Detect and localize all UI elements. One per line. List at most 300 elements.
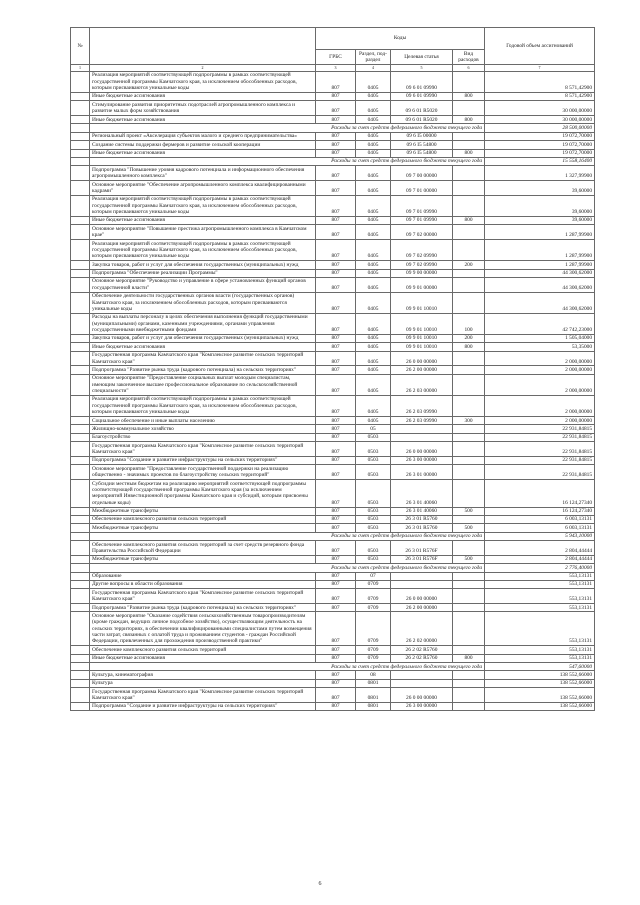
- table-row: [71, 351, 595, 366]
- expense-name-cell: Обеспечение комплексного развития сельских территорий: [90, 646, 316, 654]
- table-row: [71, 374, 595, 395]
- expense-name-cell: Государственная программа Камчатского края "Комплексное развитие сельских территорий Камчатского края": [90, 688, 316, 703]
- article-cell: [391, 425, 453, 433]
- num-cell: [71, 580, 90, 588]
- amount-cell: 19 072,70000: [485, 141, 595, 149]
- amount-cell: 138 552,66000: [485, 679, 595, 687]
- section-cell: 0709: [356, 646, 391, 654]
- section-cell: 0709: [356, 654, 391, 662]
- section-cell: 0405: [356, 277, 391, 292]
- expense-type-cell: [453, 541, 485, 556]
- grbs-cell: 807: [316, 225, 356, 240]
- expense-type-cell: [453, 702, 485, 710]
- expense-name-cell: Подпрограмма "Создание и развитие инфраструктуры на сельских территориях": [90, 456, 316, 464]
- amount-cell: 553,13131: [485, 612, 595, 646]
- expense-type-cell: 200: [453, 334, 485, 342]
- grbs-cell: 807: [316, 589, 356, 604]
- expense-name-cell: Иные бюджетные ассигнования: [90, 343, 316, 351]
- num-cell: [71, 292, 90, 313]
- amount-cell: 44 300,62000: [485, 269, 595, 277]
- num-cell: [71, 261, 90, 269]
- grbs-cell: 807: [316, 343, 356, 351]
- amount-cell: 19 072,70000: [485, 132, 595, 140]
- expense-type-cell: 800: [453, 92, 485, 100]
- expense-type-cell: 800: [453, 343, 485, 351]
- grbs-cell: 807: [316, 141, 356, 149]
- expense-type-cell: 800: [453, 116, 485, 124]
- num-cell: [71, 417, 90, 425]
- table-row: [71, 688, 595, 703]
- expense-name-cell: Реализация мероприятий соответствующей подпрограммы в рамках соответствующей государственной программы Камчатского края, за исключением обособленных расходов, которым присваиваются уникальные коды: [90, 240, 316, 261]
- expense-name-cell: Подпрограмма "Обеспечение реализации Программы": [90, 269, 316, 277]
- section-cell: 0405: [356, 334, 391, 342]
- amount-cell: 1 287,99900: [485, 261, 595, 269]
- num-cell: [71, 334, 90, 342]
- table-row: [71, 612, 595, 646]
- num-cell: [71, 149, 90, 157]
- grbs-cell: 807: [316, 261, 356, 269]
- article-cell: 26 0 00 00000: [391, 589, 453, 604]
- amount-cell: 22 931,84815: [485, 442, 595, 457]
- num-cell: [71, 688, 90, 703]
- grbs-cell: 807: [316, 240, 356, 261]
- expense-name-cell: Реализация мероприятий соответствующей подпрограммы в рамках соответствующей государственной программы Камчатского края, за исключением обособленных расходов, которым присваиваются уникальные коды: [90, 395, 316, 416]
- num-cell: [71, 132, 90, 140]
- amount-cell: 138 552,66000: [485, 671, 595, 679]
- amount-cell: 39,60000: [485, 216, 595, 224]
- amount-cell: 19 072,70000: [485, 149, 595, 157]
- table-row: [71, 555, 595, 563]
- expense-name-cell: Основное мероприятие "Повышение престижа агропромышленного комплекса в Камчатском крае": [90, 225, 316, 240]
- funding-note-text: Расходы за счет средств федерального бюджета текущего года: [90, 124, 485, 132]
- amount-cell: 15 558,16400: [485, 157, 595, 165]
- section-cell: 0405: [356, 225, 391, 240]
- grbs-cell: 807: [316, 116, 356, 124]
- amount-cell: 1 327,99900: [485, 166, 595, 181]
- expense-name-cell: Закупка товаров, работ и услуг для обеспечения государственных (муниципальных) нужд: [90, 261, 316, 269]
- grbs-cell: 807: [316, 646, 356, 654]
- amount-cell: 1 287,99900: [485, 225, 595, 240]
- grbs-cell: 807: [316, 456, 356, 464]
- expense-type-cell: [453, 480, 485, 508]
- grbs-cell: 807: [316, 524, 356, 532]
- article-cell: 26 2 03 09990: [391, 395, 453, 416]
- expense-type-cell: [453, 277, 485, 292]
- amount-cell: 44 300,62000: [485, 277, 595, 292]
- article-cell: 26 3 01 40060: [391, 480, 453, 508]
- article-cell: [391, 433, 453, 441]
- section-cell: 0405: [356, 116, 391, 124]
- article-cell: 09 6 I5 54800: [391, 149, 453, 157]
- table-row: [71, 524, 595, 532]
- expense-type-cell: [453, 433, 485, 441]
- article-cell: 09 9 01 10010: [391, 313, 453, 334]
- table-row: [71, 149, 595, 157]
- expense-name-cell: Создание системы поддержки фермеров и развитие сельской кооперации: [90, 141, 316, 149]
- table-row: [71, 141, 595, 149]
- table-row: [71, 277, 595, 292]
- grbs-cell: 807: [316, 395, 356, 416]
- num-cell: [71, 524, 90, 532]
- expense-type-cell: 100: [453, 313, 485, 334]
- article-cell: 26 2 03 09990: [391, 417, 453, 425]
- expense-type-cell: [453, 688, 485, 703]
- num-cell: [71, 181, 90, 196]
- grbs-cell: 807: [316, 351, 356, 366]
- amount-cell: 5 943,10000: [485, 532, 595, 540]
- section-cell: 05: [356, 425, 391, 433]
- grbs-cell: 807: [316, 149, 356, 157]
- expense-type-cell: [453, 225, 485, 240]
- num-cell: [71, 646, 90, 654]
- expense-type-cell: [453, 425, 485, 433]
- table-row: [71, 343, 595, 351]
- expense-type-cell: 500: [453, 507, 485, 515]
- table-row: [71, 395, 595, 416]
- num-cell: [71, 480, 90, 508]
- article-cell: 26 2 00 00000: [391, 604, 453, 612]
- grbs-cell: 807: [316, 515, 356, 523]
- article-cell: [391, 580, 453, 588]
- num-cell: [71, 395, 90, 416]
- expense-name-cell: Социальное обеспечение и иные выплаты населению: [90, 417, 316, 425]
- table-row: [71, 456, 595, 464]
- amount-cell: 553,13131: [485, 604, 595, 612]
- table-row: [71, 101, 595, 116]
- table-row: [71, 417, 595, 425]
- expense-name-cell: Реализация мероприятий соответствующей подпрограммы в рамках соответствующей государственной программы Камчатского края, за исключением обособленных расходов, которым присваиваются уникальные коды: [90, 195, 316, 216]
- amount-cell: 2 000,00000: [485, 351, 595, 366]
- expense-name-cell: Образование: [90, 572, 316, 580]
- codes-header: Коды: [316, 28, 485, 50]
- expense-name-cell: Иные бюджетные ассигнования: [90, 654, 316, 662]
- expense-type-cell: 200: [453, 261, 485, 269]
- amount-cell: 6 003,13131: [485, 524, 595, 532]
- expense-name-cell: Стимулирование развития приоритетных подотраслей агропромышленного комплекса и развитие малых форм хозяйствования: [90, 101, 316, 116]
- table-row: [71, 92, 595, 100]
- grbs-cell: 807: [316, 572, 356, 580]
- expense-name-cell: Межбюджетные трансферты: [90, 555, 316, 563]
- amount-cell: 553,13131: [485, 572, 595, 580]
- expense-name-cell: Иные бюджетные ассигнования: [90, 92, 316, 100]
- article-cell: 09 9 01 00000: [391, 277, 453, 292]
- expense-type-cell: [453, 181, 485, 196]
- table-row: [71, 480, 595, 508]
- section-cell: 0709: [356, 580, 391, 588]
- num-cell: [71, 654, 90, 662]
- num-cell: [71, 663, 90, 671]
- table-row: [71, 334, 595, 342]
- grbs-cell: 807: [316, 277, 356, 292]
- expense-type-cell: [453, 195, 485, 216]
- amount-cell: 2 000,00000: [485, 366, 595, 374]
- grbs-cell: 807: [316, 679, 356, 687]
- num-cell: [71, 351, 90, 366]
- num-cell: [71, 465, 90, 480]
- expense-name-cell: Иные бюджетные ассигнования: [90, 149, 316, 157]
- grbs-cell: 807: [316, 702, 356, 710]
- num-cell: [71, 240, 90, 261]
- funding-note-text: Расходы за счет средств федерального бюджета текущего года: [90, 532, 485, 540]
- col-index: 3: [316, 64, 356, 71]
- num-cell: [71, 671, 90, 679]
- grbs-cell: 807: [316, 374, 356, 395]
- table-row: [71, 671, 595, 679]
- grbs-cell: 807: [316, 671, 356, 679]
- amount-cell: 28 500,00000: [485, 124, 595, 132]
- table-row: [71, 292, 595, 313]
- section-cell: 0405: [356, 216, 391, 224]
- grbs-cell: 807: [316, 181, 356, 196]
- expense-name-cell: Подпрограмма "Создание и развитие инфраструктуры на сельских территориях": [90, 702, 316, 710]
- expense-name-cell: Обеспечение комплексного развития сельских территорий: [90, 515, 316, 523]
- grbs-cell: 807: [316, 132, 356, 140]
- num-cell: [71, 313, 90, 334]
- section-cell: 0503: [356, 465, 391, 480]
- expense-type-cell: [453, 604, 485, 612]
- num-cell: [71, 572, 90, 580]
- amount-cell: 8 571,42900: [485, 92, 595, 100]
- article-cell: 09 9 01 10010: [391, 292, 453, 313]
- col-index: 2: [90, 64, 316, 71]
- grbs-cell: 807: [316, 442, 356, 457]
- grbs-cell: 807: [316, 92, 356, 100]
- col-vr-header: Вид расходов: [453, 50, 485, 65]
- funding-note-row: [71, 564, 595, 572]
- section-cell: 0405: [356, 269, 391, 277]
- grbs-cell: 807: [316, 654, 356, 662]
- grbs-cell: 807: [316, 216, 356, 224]
- amount-cell: 44 300,62000: [485, 292, 595, 313]
- col-num-header: №: [71, 28, 90, 65]
- expense-name-cell: Основное мероприятие "Предоставление социальных выплат молодым специалистам, имеющим законченное высшее профессиональное образование по сельскохозяйственной специальности": [90, 374, 316, 395]
- amount-cell: 553,13131: [485, 580, 595, 588]
- section-cell: 0405: [356, 343, 391, 351]
- grbs-cell: 807: [316, 195, 356, 216]
- expense-name-cell: Закупка товаров, работ и услуг для обеспечения государственных (муниципальных) нужд: [90, 334, 316, 342]
- num-cell: [71, 555, 90, 563]
- expense-name-cell: Обеспечение комплексного развития сельских территорий за счет средств резервного фонда Правительства Российской Федерации: [90, 541, 316, 556]
- section-cell: 0405: [356, 181, 391, 196]
- section-cell: 0405: [356, 417, 391, 425]
- article-cell: 09 6 01 09990: [391, 71, 453, 92]
- article-cell: 26 3 00 00000: [391, 702, 453, 710]
- col-section-header: Раздел, под-раздел: [356, 50, 391, 65]
- expense-name-cell: Обеспечение деятельности государственных органов власти (государственных органов) Камчатского края, за исключением обособленных расходов, которым присваиваются уникальные коды: [90, 292, 316, 313]
- article-cell: [391, 679, 453, 687]
- section-cell: 0405: [356, 313, 391, 334]
- num-cell: [71, 532, 90, 540]
- article-cell: 26 0 00 00000: [391, 351, 453, 366]
- grbs-cell: 807: [316, 101, 356, 116]
- article-cell: 09 6 01 R5020: [391, 116, 453, 124]
- num-cell: [71, 124, 90, 132]
- section-cell: 0405: [356, 141, 391, 149]
- table-row: [71, 116, 595, 124]
- article-cell: 09 7 02 09990: [391, 261, 453, 269]
- table-row: [71, 433, 595, 441]
- amount-cell: 2 000,00000: [485, 374, 595, 395]
- section-cell: 0405: [356, 149, 391, 157]
- amount-cell: 16 124,27340: [485, 507, 595, 515]
- article-cell: 26 3 01 R5760: [391, 515, 453, 523]
- table-row: [71, 225, 595, 240]
- expense-name-cell: Реализация мероприятий соответствующей подпрограммы в рамках соответствующей государственной программы Камчатского края, за исключением обособленных расходов, которым присваиваются уникальные коды: [90, 71, 316, 92]
- funding-note-row: [71, 157, 595, 165]
- amount-cell: 22 931,84815: [485, 433, 595, 441]
- table-row: [71, 71, 595, 92]
- article-cell: 26 3 01 R576F: [391, 541, 453, 556]
- expense-name-cell: Государственная программа Камчатского края "Комплексное развитие сельских территорий Камчатского края": [90, 351, 316, 366]
- section-cell: 0709: [356, 604, 391, 612]
- article-cell: 26 3 01 00000: [391, 465, 453, 480]
- col-index: 7: [485, 64, 595, 71]
- article-cell: 26 3 01 40060: [391, 507, 453, 515]
- grbs-cell: 807: [316, 417, 356, 425]
- section-cell: 0503: [356, 524, 391, 532]
- funding-note-text: Расходы за счет средств федерального бюджета текущего года: [90, 564, 485, 572]
- num-cell: [71, 515, 90, 523]
- section-cell: 0405: [356, 166, 391, 181]
- grbs-cell: 807: [316, 541, 356, 556]
- col-grbs-header: ГРБС: [316, 50, 356, 65]
- table-row: [71, 442, 595, 457]
- amount-cell: 8 571,42900: [485, 71, 595, 92]
- article-cell: 26 0 00 00000: [391, 442, 453, 457]
- article-cell: 26 2 03 00000: [391, 374, 453, 395]
- expense-type-cell: 500: [453, 555, 485, 563]
- amount-cell: 22 931,84815: [485, 425, 595, 433]
- amount-cell: 2 804,44444: [485, 555, 595, 563]
- num-cell: [71, 366, 90, 374]
- expense-type-cell: 800: [453, 654, 485, 662]
- article-cell: 09 9 00 00000: [391, 269, 453, 277]
- section-cell: 0405: [356, 292, 391, 313]
- grbs-cell: 807: [316, 166, 356, 181]
- num-cell: [71, 141, 90, 149]
- section-cell: 0503: [356, 433, 391, 441]
- grbs-cell: 807: [316, 313, 356, 334]
- amount-cell: 553,13131: [485, 654, 595, 662]
- article-cell: [391, 572, 453, 580]
- expense-name-cell: Государственная программа Камчатского края "Комплексное развитие сельских территорий Камчатского края": [90, 442, 316, 457]
- table-row: [71, 702, 595, 710]
- expense-name-cell: Межбюджетные трансферты: [90, 524, 316, 532]
- funding-note-text: Расходы за счет средств федерального бюджета текущего года: [90, 157, 485, 165]
- table-row: [71, 195, 595, 216]
- grbs-cell: 807: [316, 688, 356, 703]
- funding-note-row: [71, 663, 595, 671]
- amount-cell: 30 000,00000: [485, 116, 595, 124]
- expense-type-cell: 300: [453, 417, 485, 425]
- num-cell: [71, 612, 90, 646]
- table-row: [71, 515, 595, 523]
- expense-type-cell: [453, 141, 485, 149]
- article-cell: 09 6 I5 54800: [391, 141, 453, 149]
- expense-name-cell: Подпрограмма "Повышение уровня кадрового потенциала и информационного обеспечения агропромышленного комплекса": [90, 166, 316, 181]
- table-row: [71, 240, 595, 261]
- expense-type-cell: [453, 589, 485, 604]
- grbs-cell: 807: [316, 425, 356, 433]
- num-cell: [71, 269, 90, 277]
- amount-cell: 30 000,00000: [485, 101, 595, 116]
- table-body: [71, 71, 595, 711]
- expense-type-cell: [453, 166, 485, 181]
- expense-name-cell: Основное мероприятие "Руководство и управление в сфере установленных функций органов государственной власти": [90, 277, 316, 292]
- grbs-cell: 807: [316, 604, 356, 612]
- grbs-cell: 807: [316, 433, 356, 441]
- num-cell: [71, 425, 90, 433]
- table-row: [71, 366, 595, 374]
- article-cell: 26 2 02 00000: [391, 612, 453, 646]
- amount-cell: 6 003,13131: [485, 515, 595, 523]
- expense-type-cell: 800: [453, 149, 485, 157]
- expense-type-cell: [453, 240, 485, 261]
- num-cell: [71, 101, 90, 116]
- amount-cell: 138 552,66000: [485, 702, 595, 710]
- expense-type-cell: [453, 269, 485, 277]
- expense-type-cell: 800: [453, 216, 485, 224]
- amount-cell: 39,60000: [485, 195, 595, 216]
- grbs-cell: 807: [316, 555, 356, 563]
- amount-cell: 2 776,40000: [485, 564, 595, 572]
- expense-name-cell: Культура, кинематография: [90, 671, 316, 679]
- expense-name-cell: Подпрограмма "Развитие рынка труда (кадрового потенциала) на сельских территориях": [90, 366, 316, 374]
- col-article-header: Целевая статья: [391, 50, 453, 65]
- article-cell: 09 6 I5 00000: [391, 132, 453, 140]
- section-cell: 0709: [356, 612, 391, 646]
- expense-type-cell: [453, 366, 485, 374]
- expense-type-cell: [453, 465, 485, 480]
- num-cell: [71, 564, 90, 572]
- expense-type-cell: [453, 515, 485, 523]
- grbs-cell: 807: [316, 366, 356, 374]
- article-cell: 09 7 01 00000: [391, 181, 453, 196]
- section-cell: 0503: [356, 456, 391, 464]
- expense-name-cell: Расходы на выплаты персоналу в целях обеспечения выполнения функций государственными (муниципальными) органами, казенными учреждениями, органами управления государственными внебюджетными фондами: [90, 313, 316, 334]
- amount-cell: 553,13131: [485, 589, 595, 604]
- expense-type-cell: [453, 292, 485, 313]
- section-cell: 0405: [356, 366, 391, 374]
- article-cell: 26 3 01 R5760: [391, 524, 453, 532]
- expense-name-cell: Субсидии местным бюджетам на реализацию мероприятий соответствующей подпрограммы соответствующей государственной программы Камчатского края (за исключением мероприятий Инвестиционной программы Камчатского края и субсидий, которым присвоены отдельные коды): [90, 480, 316, 508]
- section-cell: 0503: [356, 507, 391, 515]
- expense-name-cell: Основное мероприятие "Обеспечение агропромышленного комплекса квалифицированными кадрами": [90, 181, 316, 196]
- section-cell: 0503: [356, 555, 391, 563]
- grbs-cell: 807: [316, 71, 356, 92]
- article-cell: 09 7 02 00000: [391, 225, 453, 240]
- table-row: [71, 572, 595, 580]
- col-index: 4: [356, 64, 391, 71]
- num-cell: [71, 157, 90, 165]
- section-cell: 0503: [356, 541, 391, 556]
- expense-name-cell: Жилищно-коммунальное хозяйство: [90, 425, 316, 433]
- table-row: [71, 541, 595, 556]
- expense-type-cell: [453, 351, 485, 366]
- num-cell: [71, 589, 90, 604]
- article-cell: 26 2 02 R5760: [391, 646, 453, 654]
- expense-name-cell: Иные бюджетные ассигнования: [90, 116, 316, 124]
- amount-cell: 22 931,84815: [485, 465, 595, 480]
- expense-name-cell: Культура: [90, 679, 316, 687]
- num-cell: [71, 507, 90, 515]
- table-row: [71, 216, 595, 224]
- section-cell: 0405: [356, 92, 391, 100]
- col-name-header: [90, 28, 316, 65]
- section-cell: 0405: [356, 195, 391, 216]
- num-cell: [71, 216, 90, 224]
- section-cell: 0405: [356, 395, 391, 416]
